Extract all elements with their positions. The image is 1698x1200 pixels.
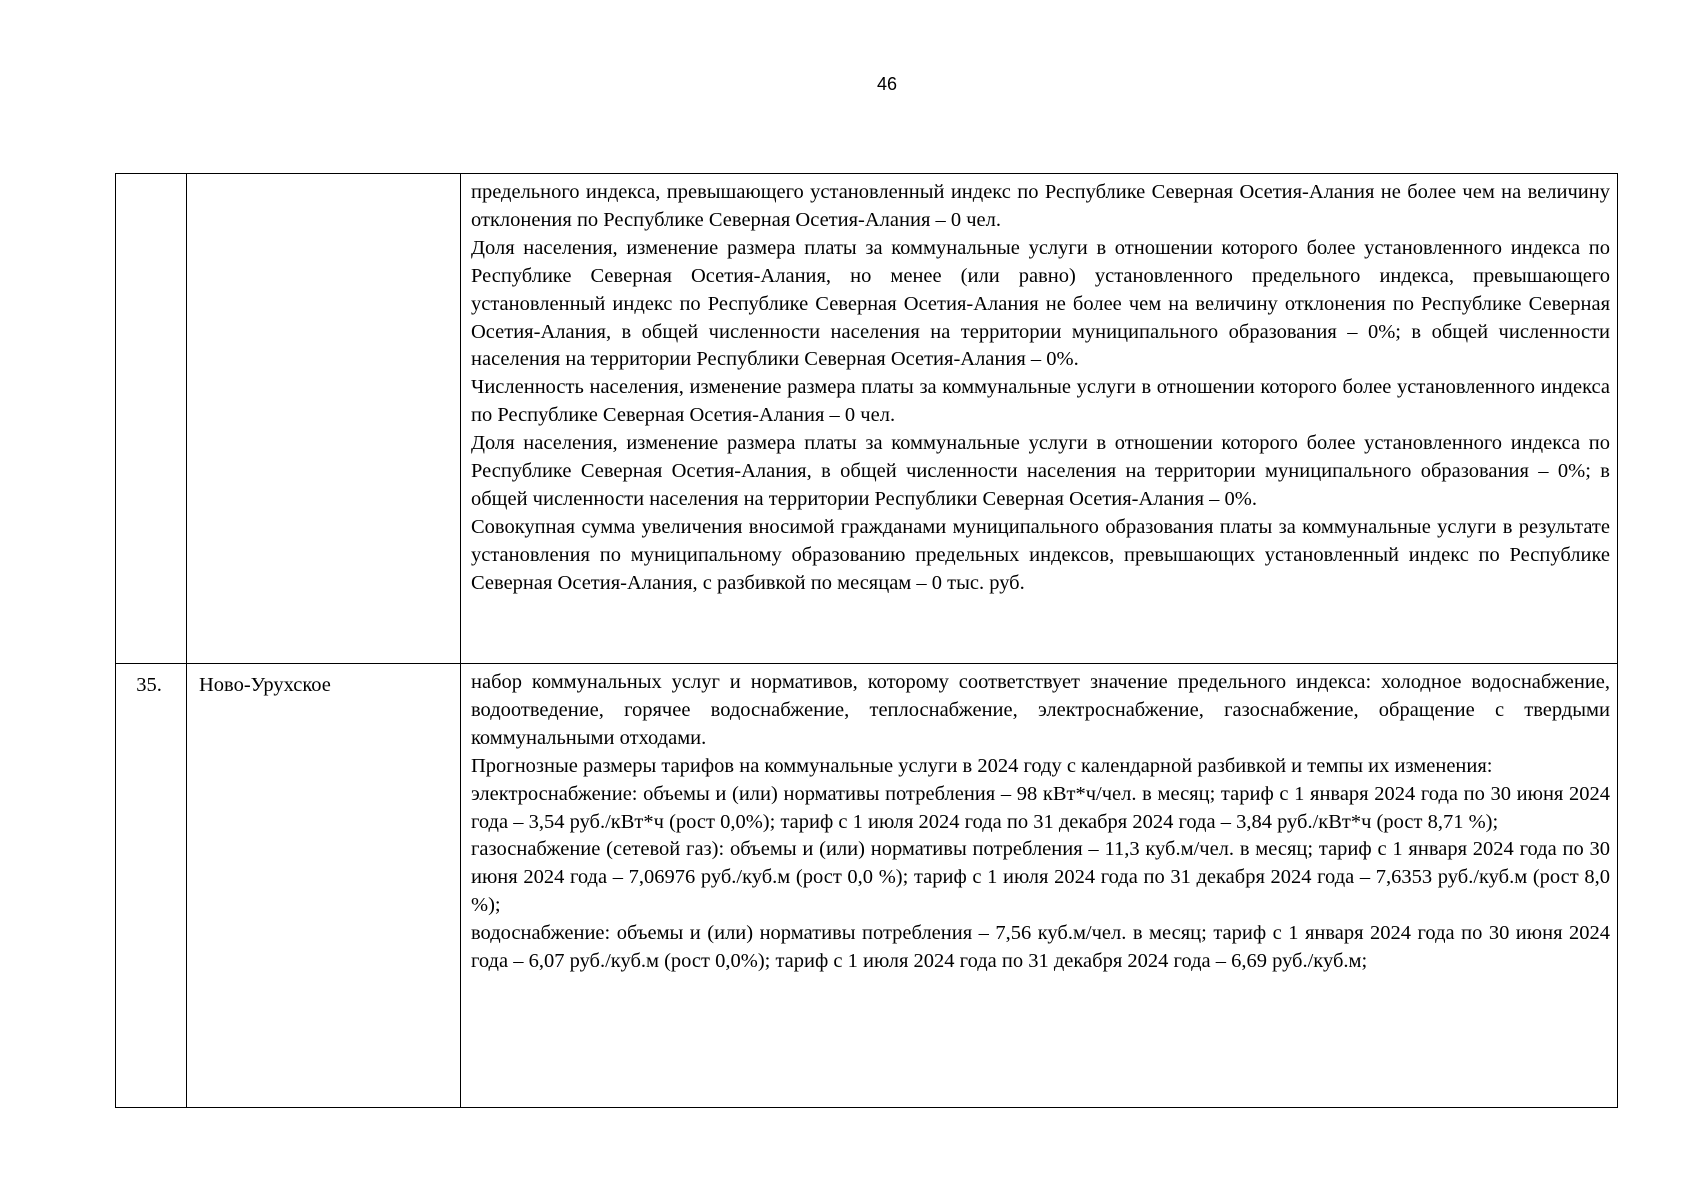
row-number-cell: [116, 174, 187, 664]
paragraph: водоснабжение: объемы и (или) нормативы потребления – 7,56 куб.м/чел. в месяц; тариф с 1 января 2024 года по 30 июня 2024 года – 6,07 руб./куб.м (рост 0,0%); тариф с 1 июля 2024 года по 31 декабря 2024 года – 6,69 руб./куб.м;: [471, 922, 1610, 973]
row-number-cell: 35.: [116, 664, 187, 1108]
table-row: [116, 174, 1618, 664]
table-row: [116, 664, 1618, 1108]
paragraph: электроснабжение: объемы и (или) нормативы потребления – 98 кВт*ч/чел. в месяц; тариф с 1 января 2024 года по 30 июня 2024 года – 3,54 руб./кВт*ч (рост 0,0%); тариф с 1 июля 2024 года по 31 декабря 2024 года – 3,84 руб./кВт*ч (рост 8,71 %);: [471, 782, 1610, 833]
paragraph: Совокупная сумма увеличения вносимой гражданами муниципального образования платы за коммунальные услуги в результате установления по муниципальному образованию предельных индексов, превышающих установленный индекс по Республике Северная Осетия-Алания, с разбивкой по месяцам – 0 тыс. руб.: [471, 515, 1610, 594]
paragraph: Прогнозные размеры тарифов на коммунальные услуги в 2024 году с календарной разбивкой и темпы их изменения:: [471, 754, 1493, 777]
municipality-name-cell: [187, 174, 461, 664]
paragraph: Численность населения, изменение размера платы за коммунальные услуги в отношении которого более установленного индекса по Республике Северная Осетия-Алания – 0 чел.: [471, 376, 1610, 427]
description-cell: [461, 664, 1618, 1108]
paragraph: набор коммунальных услуг и нормативов, которому соответствует значение предельного индекса: холодное водоснабжение, водоотведение, горячее водоснабжение, теплоснабжение, электроснабжение, газоснабжение, обращение с твердыми коммунальными отходами.: [471, 671, 1610, 749]
paragraph: Доля населения, изменение размера платы за коммунальные услуги в отношении которого более установленного индекса по Республике Северная Осетия-Алания, но менее (или равно) установленного предельного индекса, превышающего установленный индекс по Республике Северная Осетия-Алания не более чем на величину отклонения по Республике Северная Осетия-Алания, в общей численности населения на территории муниципального образования – 0%; в общей численности населения на территории Республики Северная Осетия-Алания – 0%.: [471, 236, 1610, 371]
description-cell: [461, 174, 1618, 664]
paragraph: предельного индекса, превышающего установленный индекс по Республике Северная Осетия-Алания не более чем на величину отклонения по Республике Северная Осетия-Алания – 0 чел.: [471, 181, 1610, 231]
municipal-utilities-table: [115, 173, 1618, 1108]
municipality-name-cell: Ново-Урухское: [187, 664, 461, 1108]
paragraph: газоснабжение (сетевой газ): объемы и (или) нормативы потребления – 11,3 куб.м/чел. в месяц; тариф с 1 января 2024 года по 30 июня 2024 года – 7,06976 руб./куб.м (рост 0,0 %); тариф с 1 июля 2024 года по 31 декабря 2024 года – 7,6353 руб./куб.м (рост 8,0 %);: [471, 838, 1610, 917]
page-number: 46: [876, 74, 898, 94]
paragraph: Доля населения, изменение размера платы за коммунальные услуги в отношении которого более установленного индекса по Республике Северная Осетия-Алания, в общей численности населения на территории муниципального образования – 0%; в общей численности населения на территории Республики Северная Осетия-Алания – 0%.: [471, 432, 1610, 510]
